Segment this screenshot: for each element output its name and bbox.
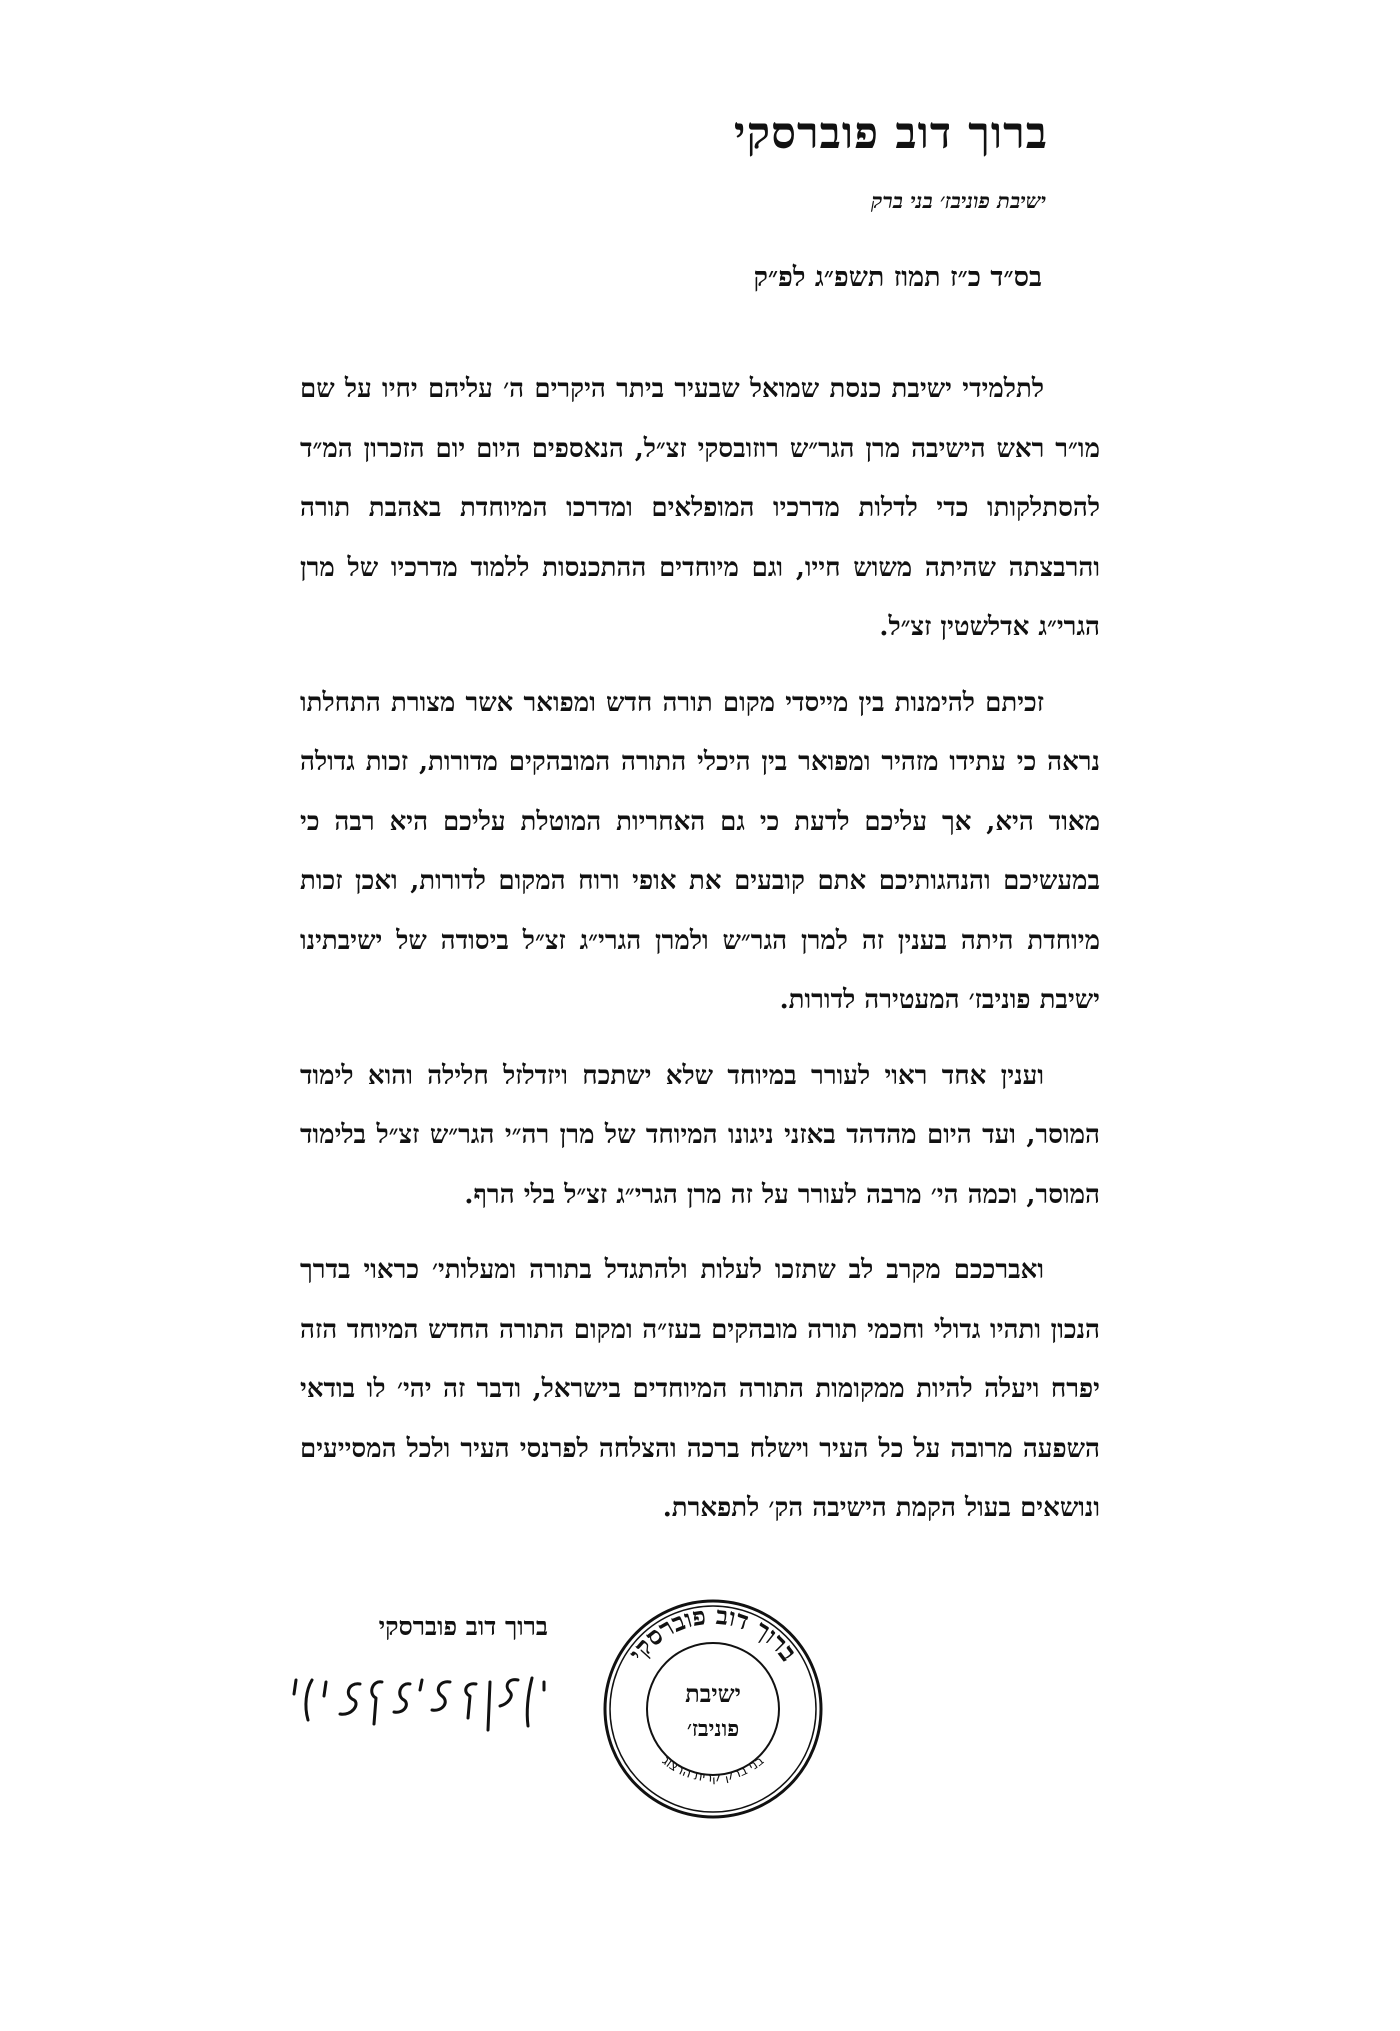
letter-body — [300, 360, 1100, 1555]
letterhead-name: ברוך דוב פוברסקי — [733, 108, 1048, 159]
signer-name: ברוך דוב פוברסקי — [378, 1612, 548, 1641]
official-stamp — [600, 1596, 826, 1822]
letterhead-institution: ישיבת פוניבז׳ בני ברק — [871, 188, 1046, 213]
letter-dateline: בס״ד כ״ז תמוז תשפ״ג לפ״ק — [753, 262, 1042, 293]
stamp-ring-text: ברוך דוב פוברסקי — [622, 1600, 804, 1667]
stamp-center-line2: פוניבז׳ — [686, 1716, 740, 1742]
handwritten-signature — [282, 1660, 562, 1740]
stamp-center-line1: ישיבת — [685, 1679, 741, 1708]
svg-text:בני ברק קרית הרצוג — [659, 1754, 767, 1786]
paragraph-4: ואברככם מקרב לב שתזכו לעלות ולהתגדל בתורה ומעלותי׳ כראוי בדרך הנכון ותהיו גדולי וחכמי תורה מובהקים בעז״ה ומקום התורה החדש המיוחד הזה יפרח ויעלה להיות ממקומות התורה המיוחדים בישראל, ודבר זה יהי׳ לו בודאי השפעה מרובה על כל העיר וישלח ברכה והצלחה לפרנסי העיר ולכל המסייעים ונושאים בעול הקמת הישיבה הק׳ לתפארת. — [300, 1255, 1100, 1523]
paragraph-1: לתלמידי ישיבת כנסת שמואל שבעיר ביתר היקרים ה׳ עליהם יחיו על שם מו״ר ראש הישיבה מרן הגר״ש רוזובסקי זצ״ל, הנאספים היום יום הזכרון המ״ד להסתלקותו כדי לדלות מדרכיו המופלאים ומדרכו המיוחדת באהבת תורה והרבצתה שהיתה משוש חייו, וגם מיוחדים ההתכנסות ללמוד מדרכיו של מרן הגרי״ג אדלשטין זצ״ל. — [300, 374, 1100, 642]
svg-text:ברוך דוב פוברסקי — [623, 1601, 803, 1667]
paragraph-3: וענין אחד ראוי לעורר במיוחד שלא ישתכח ויזדלזל חלילה והוא לימוד המוסר, ועד היום מהדהד באזני ניגונו המיוחד של מרן רה״י הגר״ש זצ״ל בלימוד המוסר, וכמה הי׳ מרבה לעורר על זה מרן הגרי״ג זצ״ל בלי הרף. — [300, 1060, 1100, 1210]
paragraph-2: זכיתם להימנות בין מייסדי מקום תורה חדש ומפואר אשר מצורת התחלתו נראה כי עתידו מזהיר ומפואר בין היכלי התורה המובהקים מדורות, זכות גדולה מאוד היא, אך עליכם לדעת כי גם האחריות המוטלת עליכם היא רבה כי במעשיכם והנהגותיכם אתם קובעים את אופי ורוח המקום לדורות, ואכן זכות מיוחדת היתה בענין זה למרן הגר״ש ולמרן הגרי״ג זצ״ל ביסודה של ישיבתינו ישיבת פוניבז׳ המעטירה לדורות. — [300, 687, 1100, 1015]
stamp-bottom-text: בני ברק קרית הרצוג — [658, 1753, 768, 1786]
